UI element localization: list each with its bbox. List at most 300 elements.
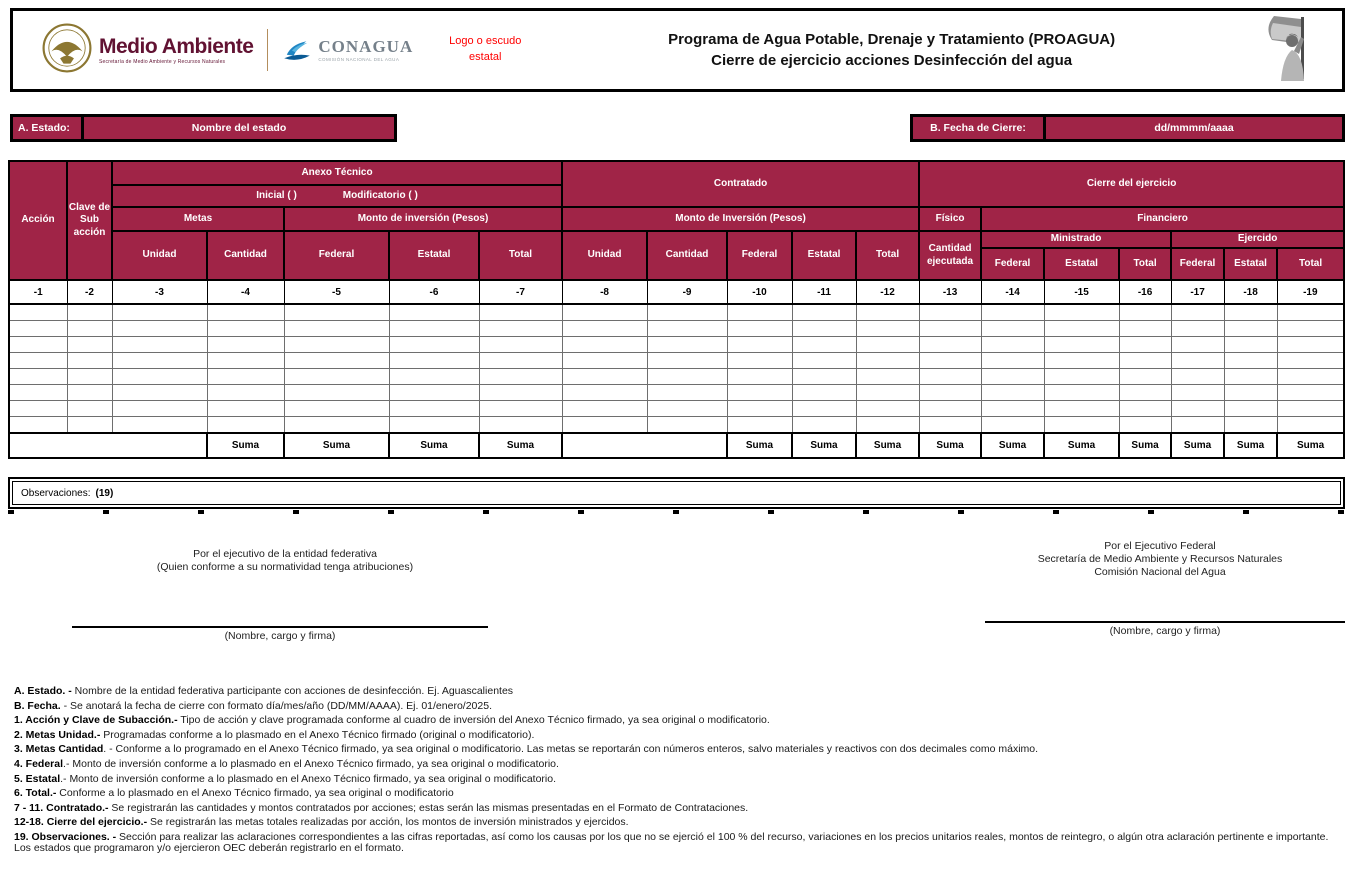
data-cell[interactable]	[919, 385, 981, 401]
col-header-federal-ministrado: Federal	[981, 248, 1044, 280]
note-5-estatal	[14, 774, 1342, 785]
data-cell[interactable]	[647, 401, 727, 417]
close-date-field-value[interactable]: dd/mmmm/aaaa	[1046, 117, 1342, 139]
note-text: Sección para realizar las aclaraciones correspondientes a las cifras reportadas, así como los causas por los que no se ejerció el 100 % del recurso, variaciones en los precios unitarios reales, montos de reintegro, o algún otra aclaración pertinente e importante. Los estados que programaron y/o ejercieron OEC deberán registrarlo en el formato.	[14, 830, 1329, 854]
data-cell[interactable]	[856, 353, 919, 369]
group-header-fisico: Físico	[919, 207, 981, 231]
data-cell[interactable]	[284, 304, 389, 321]
group-header-monto-contratado: Monto de Inversión (Pesos)	[562, 207, 919, 231]
data-cell[interactable]	[919, 304, 981, 321]
note-text: - Se anotará la fecha de cierre con formato día/mes/año (DD/MM/AAAA). Ej. 01/enero/2025.	[60, 699, 492, 712]
table-row	[9, 385, 1344, 401]
data-cell[interactable]	[284, 401, 389, 417]
data-cell[interactable]	[1044, 304, 1119, 321]
data-cell[interactable]	[1224, 385, 1277, 401]
data-cell[interactable]	[9, 337, 67, 353]
data-cell[interactable]	[67, 337, 112, 353]
anexo-version-header	[112, 185, 562, 207]
suma-cell: Suma	[981, 433, 1044, 458]
state-signatory-title	[65, 548, 505, 574]
col-number: -18	[1224, 280, 1277, 304]
col-number: -8	[562, 280, 647, 304]
data-cell[interactable]	[792, 385, 856, 401]
note-lead: B. Fecha.	[14, 699, 61, 712]
data-cell[interactable]	[1277, 417, 1344, 434]
modificatorio-checkbox-label[interactable]: Modificatorio ( )	[342, 189, 418, 201]
col-header-federal-contratado: Federal	[727, 231, 792, 280]
table-row	[9, 353, 1344, 369]
data-cell[interactable]	[919, 321, 981, 337]
note-4-federal	[14, 759, 1342, 770]
data-cell[interactable]	[1224, 353, 1277, 369]
data-cell[interactable]	[1044, 321, 1119, 337]
observaciones-ref-number: (19)	[95, 487, 114, 499]
semarnat-brand-text: Medio Ambiente	[99, 34, 254, 58]
data-cell[interactable]	[792, 321, 856, 337]
col-number: -10	[727, 280, 792, 304]
signature-section	[0, 518, 1352, 658]
data-cell[interactable]	[727, 321, 792, 337]
col-number: -7	[479, 280, 562, 304]
data-cell[interactable]	[727, 304, 792, 321]
table-row	[9, 321, 1344, 337]
data-cell[interactable]	[1277, 401, 1344, 417]
suma-blank-cell	[9, 433, 207, 458]
data-cell[interactable]	[1224, 401, 1277, 417]
data-cell[interactable]	[67, 321, 112, 337]
data-cell[interactable]	[479, 321, 562, 337]
data-cell[interactable]	[856, 321, 919, 337]
col-header-cantidad-ejecutada: Cantidad ejecutada	[919, 231, 981, 280]
data-cell[interactable]	[856, 337, 919, 353]
data-cell[interactable]	[562, 385, 647, 401]
observaciones-label: Observaciones:	[21, 487, 91, 499]
note-lead: 5. Estatal	[14, 772, 61, 785]
data-cell[interactable]	[1171, 385, 1224, 401]
state-signatory-line2: (Quien conforme a su normatividad tenga atribuciones)	[156, 561, 414, 574]
col-header-total-ejercido: Total	[1277, 248, 1344, 280]
data-cell[interactable]	[479, 401, 562, 417]
note-text: Se registrarán las metas totales realizadas por acción, los montos de inversión ministrados y ejercidos.	[147, 816, 629, 829]
data-cell[interactable]	[1119, 401, 1171, 417]
col-number: -1	[9, 280, 67, 304]
federal-signature-line[interactable]	[985, 621, 1345, 623]
data-cell[interactable]	[562, 369, 647, 385]
data-cell[interactable]	[67, 385, 112, 401]
data-cell[interactable]	[562, 304, 647, 321]
conagua-brand-text: CONAGUA	[318, 37, 414, 56]
semarnat-wordmark	[99, 36, 253, 65]
data-cell[interactable]	[9, 369, 67, 385]
data-cell[interactable]	[856, 369, 919, 385]
suma-blank-cell	[562, 433, 727, 458]
data-cell[interactable]	[1044, 353, 1119, 369]
data-cell[interactable]	[207, 401, 284, 417]
note-lead: 12-18. Cierre del ejercicio.-	[14, 816, 148, 829]
data-cell[interactable]	[1171, 321, 1224, 337]
data-cell[interactable]	[1277, 337, 1344, 353]
conagua-wordmark	[280, 31, 413, 70]
data-cell[interactable]	[647, 321, 727, 337]
data-cell[interactable]	[9, 385, 67, 401]
data-cell[interactable]	[207, 369, 284, 385]
note-3-metas-cantidad	[14, 744, 1342, 755]
note-lead: 6. Total.-	[14, 787, 57, 800]
suma-cell: Suma	[856, 433, 919, 458]
data-cell[interactable]	[112, 417, 207, 434]
data-cell[interactable]	[647, 304, 727, 321]
col-number: -4	[207, 280, 284, 304]
data-cell[interactable]	[919, 337, 981, 353]
data-cell[interactable]	[284, 417, 389, 434]
federal-signature-caption: (Nombre, cargo y firma)	[1109, 625, 1221, 637]
col-header-federal-ejercido: Federal	[1171, 248, 1224, 280]
col-number: -3	[112, 280, 207, 304]
data-cell[interactable]	[919, 353, 981, 369]
group-header-financiero: Financiero	[981, 207, 1344, 231]
col-header-accion: Acción	[9, 161, 67, 280]
table-data-rows	[9, 304, 1344, 433]
state-field-label: A. Estado:	[13, 117, 84, 139]
data-cell[interactable]	[727, 337, 792, 353]
col-number: -2	[67, 280, 112, 304]
note-6-total	[14, 788, 1342, 799]
suma-cell: Suma	[1171, 433, 1224, 458]
data-cell[interactable]	[9, 417, 67, 434]
col-header-unidad-anexo: Unidad	[112, 231, 207, 280]
note-lead: 4. Federal	[14, 757, 64, 770]
data-cell[interactable]	[389, 304, 479, 321]
data-cell[interactable]	[1044, 401, 1119, 417]
data-cell[interactable]	[112, 401, 207, 417]
table-row	[9, 304, 1344, 321]
data-cell[interactable]	[856, 401, 919, 417]
data-cell[interactable]	[647, 417, 727, 434]
note-text: .- Monto de inversión conforme a lo plasmado en el Anexo Técnico firmado, ya sea original o modificatorio.	[63, 757, 559, 770]
data-cell[interactable]	[792, 337, 856, 353]
observaciones-box	[8, 477, 1345, 509]
federal-signatory-line3: Comisión Nacional del Agua	[1094, 566, 1226, 579]
federal-signatory-line1: Por el Ejecutivo Federal	[1104, 540, 1216, 552]
data-cell[interactable]	[1171, 353, 1224, 369]
form-title-line2: Cierre de ejercicio acciones Desinfección del agua	[711, 52, 1073, 69]
data-cell[interactable]	[112, 369, 207, 385]
section-header-anexo-tecnico: Anexo Técnico	[112, 161, 562, 185]
note-1-accion-clave	[14, 715, 1342, 726]
data-cell[interactable]	[856, 417, 919, 434]
data-cell[interactable]	[647, 353, 727, 369]
suma-cell: Suma	[1044, 433, 1119, 458]
data-cell[interactable]	[284, 321, 389, 337]
data-cell[interactable]	[1224, 417, 1277, 434]
note-text: .- Monto de inversión conforme a lo plasmado en el Anexo Técnico firmado, ya sea original o modificatorio.	[60, 772, 557, 785]
note-text: Tipo de acción y clave programada conforme al cuadro de inversión del Anexo Técnico firmado, ya sea original o modificatorio.	[177, 714, 770, 727]
suma-cell: Suma	[284, 433, 389, 458]
data-cell[interactable]	[727, 401, 792, 417]
field-bars	[10, 114, 1345, 142]
data-cell[interactable]	[112, 321, 207, 337]
state-signature-line[interactable]	[72, 626, 488, 628]
col-header-estatal-ejercido: Estatal	[1224, 248, 1277, 280]
data-cell[interactable]	[562, 417, 647, 434]
column-numbers-row	[9, 280, 1344, 304]
data-cell[interactable]	[856, 304, 919, 321]
data-cell[interactable]	[284, 353, 389, 369]
col-number: -12	[856, 280, 919, 304]
col-number: -6	[389, 280, 479, 304]
data-cell[interactable]	[284, 369, 389, 385]
data-cell[interactable]	[67, 353, 112, 369]
proagua-cierre-form	[0, 8, 1352, 887]
data-cell[interactable]	[67, 417, 112, 434]
note-lead: 7 - 11. Contratado.-	[14, 801, 109, 814]
data-cell[interactable]	[112, 385, 207, 401]
data-cell[interactable]	[1171, 417, 1224, 434]
data-cell[interactable]	[1171, 401, 1224, 417]
note-19-observaciones	[14, 832, 1342, 854]
section-header-contratado: Contratado	[562, 161, 919, 207]
semarnat-eagle-seal-icon	[41, 22, 93, 79]
instructions-notes	[14, 686, 1342, 854]
suma-cell: Suma	[1277, 433, 1344, 458]
data-cell[interactable]	[112, 304, 207, 321]
data-cell[interactable]	[647, 385, 727, 401]
data-cell[interactable]	[479, 385, 562, 401]
conagua-wave-icon	[280, 31, 314, 70]
state-field-value[interactable]: Nombre del estado	[84, 117, 394, 139]
data-cell[interactable]	[1119, 304, 1171, 321]
data-cell[interactable]	[389, 337, 479, 353]
data-cell[interactable]	[9, 304, 67, 321]
state-field-group	[10, 114, 397, 142]
data-cell[interactable]	[562, 337, 647, 353]
col-header-estatal-anexo: Estatal	[389, 231, 479, 280]
data-cell[interactable]	[792, 369, 856, 385]
col-header-unidad-contratado: Unidad	[562, 231, 647, 280]
suma-cell: Suma	[1224, 433, 1277, 458]
col-number: -16	[1119, 280, 1171, 304]
data-cell[interactable]	[207, 417, 284, 434]
data-cell[interactable]	[9, 401, 67, 417]
col-number: -5	[284, 280, 389, 304]
data-cell[interactable]	[1119, 385, 1171, 401]
data-cell[interactable]	[67, 369, 112, 385]
data-cell[interactable]	[1171, 304, 1224, 321]
data-cell[interactable]	[207, 304, 284, 321]
note-2-metas-unidad	[14, 730, 1342, 741]
data-cell[interactable]	[389, 353, 479, 369]
flag-woman-image	[1258, 13, 1324, 88]
col-number: -14	[981, 280, 1044, 304]
data-cell[interactable]	[981, 321, 1044, 337]
note-lead: 19. Observaciones. -	[14, 830, 117, 843]
data-cell[interactable]	[792, 417, 856, 434]
data-cell[interactable]	[1277, 321, 1344, 337]
form-header	[10, 8, 1345, 92]
col-number: -17	[1171, 280, 1224, 304]
data-cell[interactable]	[919, 417, 981, 434]
form-title-line1: Programa de Agua Potable, Drenaje y Tratamiento (PROAGUA)	[668, 31, 1116, 48]
note-lead: 1. Acción y Clave de Subacción.-	[14, 714, 178, 727]
col-header-estatal-contratado: Estatal	[792, 231, 856, 280]
close-date-field-label: B. Fecha de Cierre:	[913, 117, 1046, 139]
data-cell[interactable]	[792, 353, 856, 369]
note-lead: A. Estado. -	[14, 685, 72, 697]
col-number: -15	[1044, 280, 1119, 304]
data-cell[interactable]	[389, 321, 479, 337]
data-cell[interactable]	[1277, 369, 1344, 385]
data-cell[interactable]	[727, 385, 792, 401]
data-cell[interactable]	[919, 401, 981, 417]
data-cell[interactable]	[1119, 353, 1171, 369]
federal-signatory-title	[960, 540, 1352, 579]
data-cell[interactable]	[792, 304, 856, 321]
data-cell[interactable]	[1224, 369, 1277, 385]
note-12-18-cierre	[14, 817, 1342, 828]
data-cell[interactable]	[1277, 385, 1344, 401]
data-cell[interactable]	[1224, 304, 1277, 321]
data-cell[interactable]	[562, 321, 647, 337]
table-row	[9, 369, 1344, 385]
note-lead: 3. Metas Cantidad	[14, 743, 104, 756]
data-cell[interactable]	[284, 337, 389, 353]
data-cell[interactable]	[1277, 353, 1344, 369]
table-row	[9, 417, 1344, 434]
data-cell[interactable]	[647, 337, 727, 353]
group-header-ministrado: Ministrado	[981, 231, 1171, 248]
cierre-ejercicio-table	[8, 160, 1345, 459]
data-cell[interactable]	[562, 353, 647, 369]
data-cell[interactable]	[981, 304, 1044, 321]
data-cell[interactable]	[479, 337, 562, 353]
data-cell[interactable]	[1171, 369, 1224, 385]
data-cell[interactable]	[919, 369, 981, 385]
data-cell[interactable]	[207, 353, 284, 369]
note-lead: 2. Metas Unidad.-	[14, 728, 101, 741]
conagua-sub-text: COMISIÓN NACIONAL DEL AGUA	[318, 57, 400, 62]
note-text: Nombre de la entidad federativa participante con acciones de desinfección. Ej. Aguascalientes	[71, 685, 514, 697]
data-cell[interactable]	[1044, 385, 1119, 401]
note-b-fecha	[14, 701, 1342, 712]
suma-cell: Suma	[479, 433, 562, 458]
suma-row	[9, 433, 1344, 458]
group-header-ejercido: Ejercido	[1171, 231, 1344, 248]
data-cell[interactable]	[981, 417, 1044, 434]
data-cell[interactable]	[727, 369, 792, 385]
data-cell[interactable]	[67, 401, 112, 417]
data-cell[interactable]	[112, 353, 207, 369]
date-field-group	[910, 114, 1345, 142]
data-cell[interactable]	[981, 401, 1044, 417]
form-title	[535, 29, 1258, 71]
note-a-estado	[14, 686, 1342, 697]
table-row	[9, 401, 1344, 417]
gridline-ticks-strip	[8, 510, 1345, 514]
col-number: -13	[919, 280, 981, 304]
inicial-checkbox-label[interactable]: Inicial ( )	[256, 189, 297, 201]
data-cell[interactable]	[207, 321, 284, 337]
data-cell[interactable]	[479, 353, 562, 369]
data-cell[interactable]	[1171, 337, 1224, 353]
suma-cell: Suma	[919, 433, 981, 458]
note-text: . - Conforme a lo programado en el Anexo Técnico firmado, ya sea original o modificatorio. Las metas se reportarán con números enteros, salvo materiales y reactivos con dos decimales como máximo.	[103, 743, 1039, 756]
data-cell[interactable]	[67, 304, 112, 321]
data-cell[interactable]	[389, 369, 479, 385]
col-header-federal-anexo: Federal	[284, 231, 389, 280]
col-header-cantidad-contratado: Cantidad	[647, 231, 727, 280]
observaciones-field[interactable]	[12, 481, 1341, 505]
data-cell[interactable]	[981, 369, 1044, 385]
data-cell[interactable]	[479, 304, 562, 321]
data-cell[interactable]	[9, 353, 67, 369]
group-header-monto-anexo: Monto de inversión (Pesos)	[284, 207, 562, 231]
data-cell[interactable]	[389, 417, 479, 434]
table-row	[9, 337, 1344, 353]
data-cell[interactable]	[389, 385, 479, 401]
data-cell[interactable]	[284, 385, 389, 401]
data-cell[interactable]	[112, 337, 207, 353]
semarnat-sub-text: Secretaría de Medio Ambiente y Recursos Naturales	[99, 58, 226, 65]
data-cell[interactable]	[981, 353, 1044, 369]
data-cell[interactable]	[981, 385, 1044, 401]
col-number: -11	[792, 280, 856, 304]
suma-cell: Suma	[389, 433, 479, 458]
col-header-total-anexo: Total	[479, 231, 562, 280]
state-signature-caption: (Nombre, cargo y firma)	[224, 630, 336, 642]
data-cell[interactable]	[727, 353, 792, 369]
data-cell[interactable]	[479, 417, 562, 434]
data-cell[interactable]	[479, 369, 562, 385]
data-cell[interactable]	[856, 385, 919, 401]
data-cell[interactable]	[207, 385, 284, 401]
data-cell[interactable]	[1119, 417, 1171, 434]
col-number: -9	[647, 280, 727, 304]
col-header-total-contratado: Total	[856, 231, 919, 280]
data-cell[interactable]	[1119, 321, 1171, 337]
data-cell[interactable]	[727, 417, 792, 434]
section-header-cierre-ejercicio: Cierre del ejercicio	[919, 161, 1344, 207]
state-signatory-line1: Por el ejecutivo de la entidad federativa	[193, 548, 377, 560]
suma-cell: Suma	[727, 433, 792, 458]
note-text: Se registrarán las cantidades y montos contratados por acciones; estas serán las mismas presentadas en el Formato de Contrataciones.	[108, 801, 749, 814]
data-cell[interactable]	[562, 401, 647, 417]
data-cell[interactable]	[792, 401, 856, 417]
data-cell[interactable]	[1044, 369, 1119, 385]
data-cell[interactable]	[9, 321, 67, 337]
data-cell[interactable]	[1119, 337, 1171, 353]
data-cell[interactable]	[1119, 369, 1171, 385]
note-text: Conforme a lo plasmado en el Anexo Técnico firmado, ya sea original o modificatorio	[56, 787, 454, 800]
group-header-metas: Metas	[112, 207, 284, 231]
state-logo-placeholder: Logo o escudo estatal	[449, 35, 522, 63]
data-cell[interactable]	[1044, 337, 1119, 353]
data-cell[interactable]	[647, 369, 727, 385]
data-cell[interactable]	[1277, 304, 1344, 321]
federal-signatory-line2: Secretaría de Medio Ambiente y Recursos Naturales	[1037, 553, 1283, 566]
data-cell[interactable]	[981, 337, 1044, 353]
col-header-estatal-ministrado: Estatal	[1044, 248, 1119, 280]
col-header-clave-subaccion: Clave de Sub acción	[67, 161, 112, 280]
data-cell[interactable]	[389, 401, 479, 417]
data-cell[interactable]	[1224, 337, 1277, 353]
data-cell[interactable]	[1224, 321, 1277, 337]
data-cell[interactable]	[207, 337, 284, 353]
suma-cell: Suma	[792, 433, 856, 458]
col-header-cantidad-anexo: Cantidad	[207, 231, 284, 280]
note-text: Programadas conforme a lo plasmado en el Anexo Técnico firmado (original o modificatorio).	[100, 728, 535, 741]
data-cell[interactable]	[1044, 417, 1119, 434]
note-7-11-contratado	[14, 803, 1342, 814]
